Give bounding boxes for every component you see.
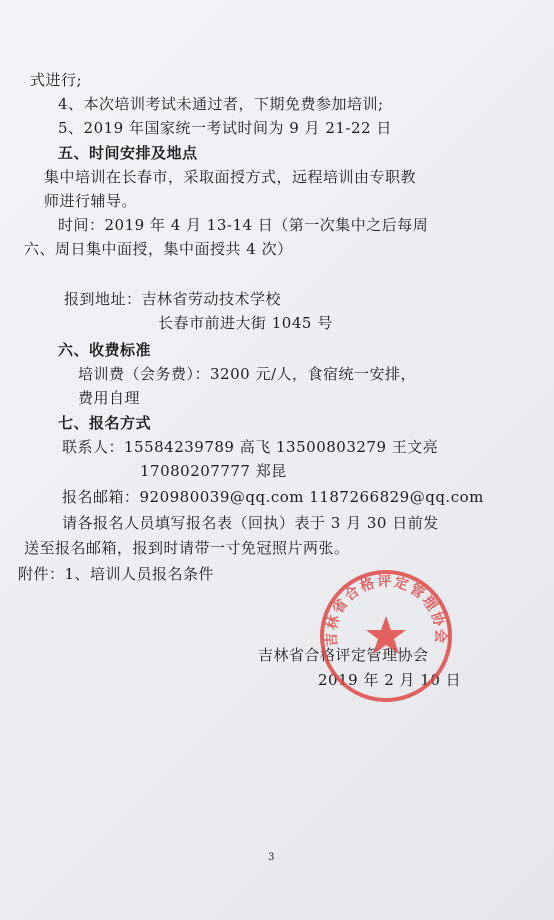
text-line: 送至报名邮箱，报到时请带一寸免冠照片两张。 (24, 539, 350, 557)
fee-line: 培训费（会务费）：3200 元/人，食宿统一安排， (78, 365, 416, 383)
section-heading-5: 五、时间安排及地点 (58, 144, 198, 162)
text-line: 师进行辅导。 (44, 192, 138, 210)
address-line: 报到地址：吉林省劳动技术学校 (64, 290, 282, 308)
text-line: 请各报名人员填写报名表（回执）表于 3 月 30 日前发 (62, 514, 439, 532)
section-heading-6: 六、收费标准 (58, 341, 152, 359)
list-item-4: 4、本次培训考试未通过者，下期免费参加培训; (58, 95, 384, 113)
email-line: 报名邮箱：920980039@qq.com 1187266829@qq.com (62, 488, 484, 506)
signature-org: 吉林省合格评定管理协会 (258, 646, 429, 664)
attachment-line: 附件：1、培训人员报名条件 (18, 565, 215, 583)
section-heading-7: 七、报名方式 (58, 414, 152, 432)
list-item-5: 5、2019 年国家统一考试时间为 9 月 21-22 日 (58, 119, 392, 137)
contact-line: 17080207777 郑昆 (140, 462, 287, 480)
text-line: 六、周日集中面授，集中面授共 4 次） (24, 240, 293, 258)
contact-line: 联系人：15584239789 高飞 13500803279 王文亮 (62, 438, 439, 456)
address-line: 长春市前进大街 1045 号 (158, 314, 333, 332)
text-line: 集中培训在长春市，采取面授方式，远程培训由专职教 (44, 168, 417, 186)
fee-line: 费用自理 (78, 389, 141, 407)
text-line: 时间：2019 年 4 月 13-14 日（第一次集中之后每周 (58, 216, 429, 234)
signature-date: 2019 年 2 月 10 日 (318, 671, 462, 689)
page-number: 3 (268, 852, 275, 863)
official-seal (316, 566, 456, 706)
text-line: 式进行; (30, 71, 83, 89)
seal-text: 吉林省合格评定管理协会 (323, 573, 449, 648)
